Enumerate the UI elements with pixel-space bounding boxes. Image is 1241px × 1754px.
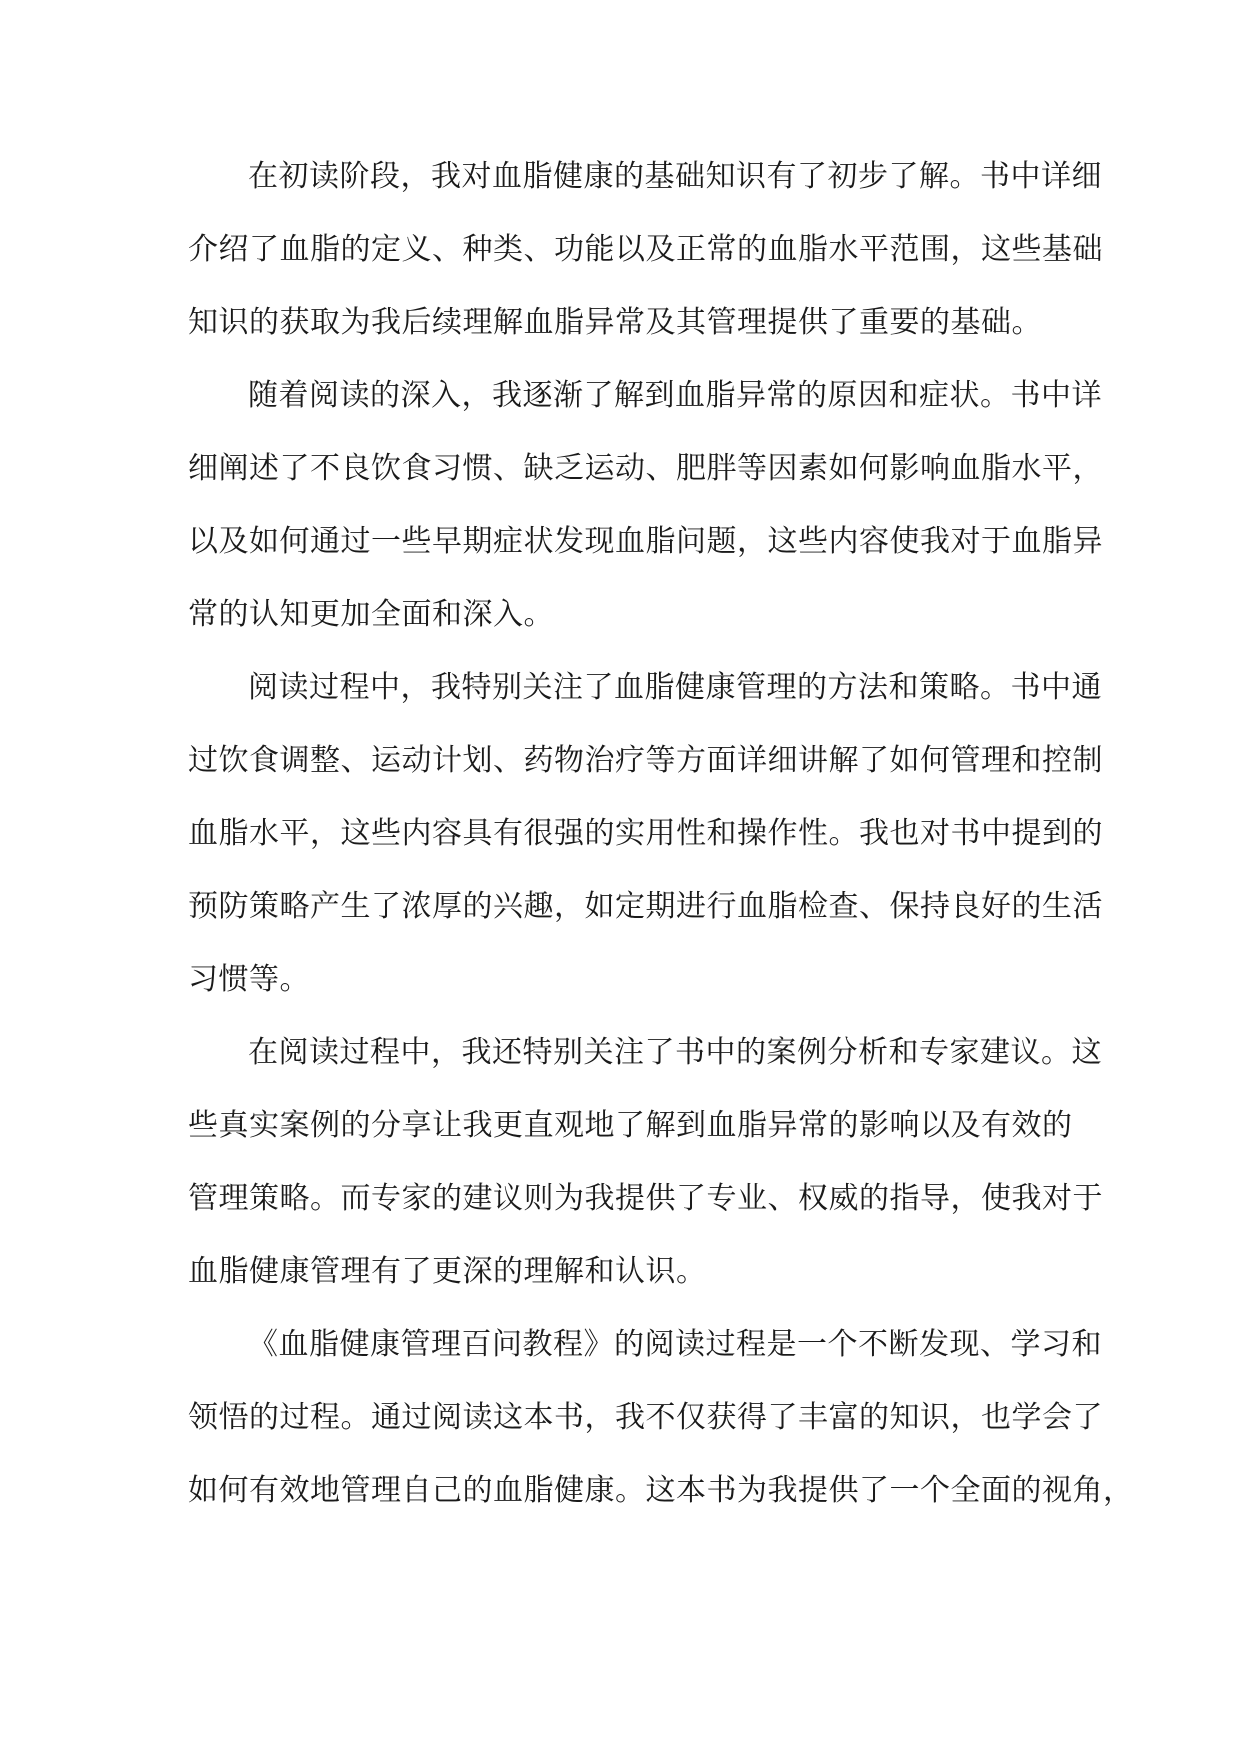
text-line: 些真实案例的分享让我更直观地了解到血脂异常的影响以及有效的 xyxy=(188,1108,1073,1143)
text-line: 如何有效地管理自己的血脂健康。这本书为我提供了一个全面的视角， xyxy=(188,1473,1134,1508)
paragraph xyxy=(188,140,1103,359)
text-line: 常的认知更加全面和深入。 xyxy=(188,597,554,632)
text-line: 预防策略产生了浓厚的兴趣，如定期进行血脂检查、保持良好的生活 xyxy=(188,889,1103,924)
text-line: 在初读阶段，我对血脂健康的基础知识有了初步了解。书中详细 xyxy=(248,159,1102,194)
text-line: 过饮食调整、运动计划、药物治疗等方面详细讲解了如何管理和控制 xyxy=(188,743,1103,778)
text-line: 介绍了血脂的定义、种类、功能以及正常的血脂水平范围，这些基础 xyxy=(188,232,1103,267)
text-line: 细阐述了不良饮食习惯、缺乏运动、肥胖等因素如何影响血脂水平， xyxy=(188,451,1103,486)
paragraph xyxy=(188,359,1103,651)
text-line: 知识的获取为我后续理解血脂异常及其管理提供了重要的基础。 xyxy=(188,305,1042,340)
text-line: 在阅读过程中，我还特别关注了书中的案例分析和专家建议。这 xyxy=(248,1035,1102,1070)
text-line: 阅读过程中，我特别关注了血脂健康管理的方法和策略。书中通 xyxy=(248,670,1102,705)
text-line: 随着阅读的深入，我逐渐了解到血脂异常的原因和症状。书中详 xyxy=(248,378,1102,413)
paragraph xyxy=(188,651,1103,1016)
text-line: 以及如何通过一些早期症状发现血脂问题，这些内容使我对于血脂异 xyxy=(188,524,1103,559)
text-line: 血脂水平，这些内容具有很强的实用性和操作性。我也对书中提到的 xyxy=(188,816,1103,851)
document-body xyxy=(188,140,1134,1527)
paragraph xyxy=(188,1016,1103,1308)
text-line: 领悟的过程。通过阅读这本书，我不仅获得了丰富的知识，也学会了 xyxy=(188,1400,1103,1435)
text-line: 《血脂健康管理百问教程》的阅读过程是一个不断发现、学习和 xyxy=(248,1327,1102,1362)
text-line: 血脂健康管理有了更深的理解和认识。 xyxy=(188,1254,707,1289)
paragraph xyxy=(188,1308,1134,1527)
text-line: 管理策略。而专家的建议则为我提供了专业、权威的指导，使我对于 xyxy=(188,1181,1103,1216)
text-line: 习惯等。 xyxy=(188,962,310,997)
